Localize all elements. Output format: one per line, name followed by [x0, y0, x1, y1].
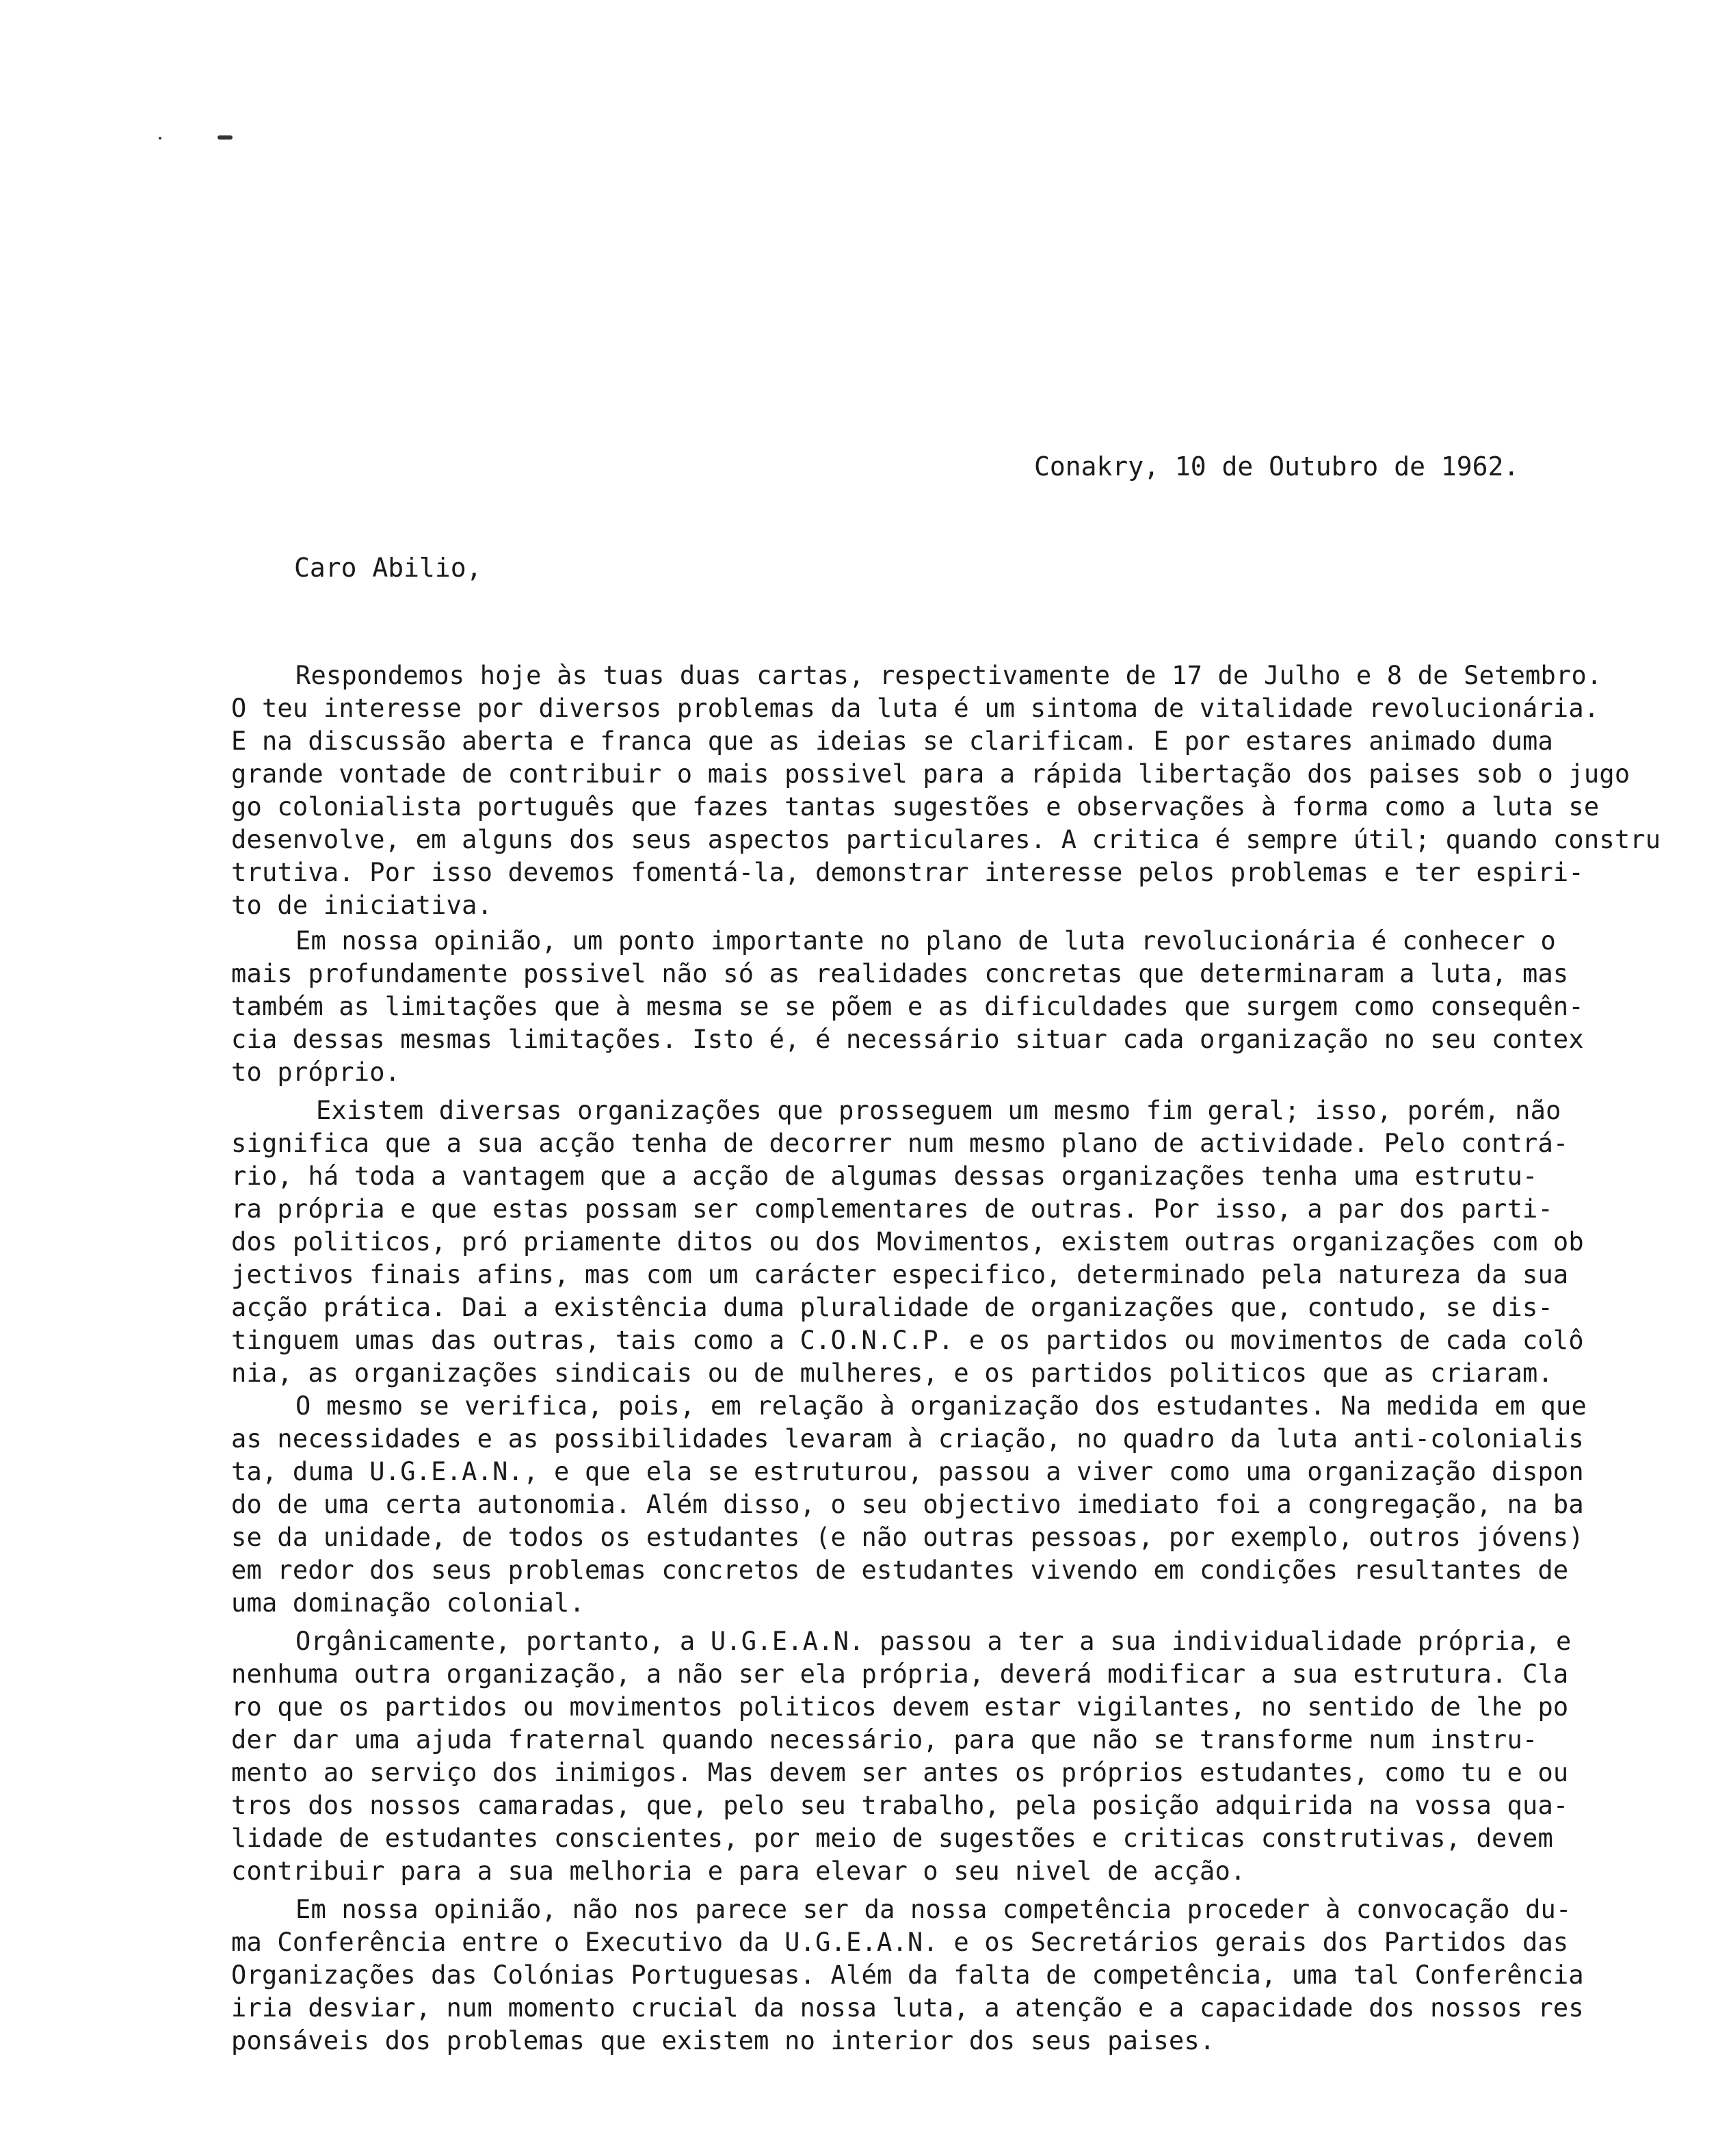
body-line: ro que os partidos ou movimentos politicos devem estar vigilantes, no sentido de lhe po: [231, 1692, 1569, 1722]
body-line: também as limitações que à mesma se se põem e as dificuldades que surgem como consequên-: [231, 992, 1584, 1021]
body-line: nenhuma outra organização, a não ser ela própria, deverá modificar a sua estrutura. Cla: [231, 1659, 1569, 1689]
body-line: E na discussão aberta e franca que as ideias se clarificam. E por estares animado duma: [231, 726, 1553, 756]
body-line: O teu interesse por diversos problemas da luta é um sintoma de vitalidade revolucionária.: [231, 694, 1600, 723]
letter-salutation: Caro Abilio,: [294, 553, 482, 583]
body-line: as necessidades e as possibilidades levaram à criação, no quadro da luta anti-colonialis: [231, 1424, 1584, 1454]
body-line: uma dominação colonial.: [231, 1588, 585, 1618]
body-line: mais profundamente possivel não só as realidades concretas que determinaram a luta, mas: [231, 959, 1569, 988]
body-line: ra própria e que estas possam ser complementares de outras. Por isso, a par dos parti-: [231, 1194, 1553, 1224]
body-line: to de iniciativa.: [231, 891, 493, 920]
body-line: em redor dos seus problemas concretos de estudantes vivendo em condições resultantes de: [231, 1555, 1569, 1585]
body-line: contribuir para a sua melhoria e para elevar o seu nivel de acção.: [231, 1856, 1246, 1886]
ink-mark: [217, 135, 233, 140]
body-line: trutiva. Por isso devemos fomentá-la, demonstrar interesse pelos problemas e ter espiri-: [231, 858, 1584, 887]
body-line: Em nossa opinião, um ponto importante no plano de luta revolucionária é conhecer o: [295, 926, 1557, 956]
body-line: tinguem umas das outras, tais como a C.O.N.C.P. e os partidos ou movimentos de cada colô: [231, 1326, 1584, 1355]
body-line: ponsáveis dos problemas que existem no interior dos seus paises.: [231, 2026, 1215, 2055]
body-line: cia dessas mesmas limitações. Isto é, é necessário situar cada organização no seu contex: [231, 1025, 1584, 1054]
body-line: grande vontade de contribuir o mais possivel para a rápida libertação dos paises sob o jugo: [231, 759, 1630, 789]
body-line: Respondemos hoje às tuas duas cartas, respectivamente de 17 de Julho e 8 de Setembro.: [295, 661, 1602, 690]
body-line: desenvolve, em alguns dos seus aspectos particulares. A critica é sempre útil; quando constru: [231, 825, 1661, 854]
body-line: se da unidade, de todos os estudantes (e não outras pessoas, por exemplo, outros jóvens): [231, 1523, 1584, 1552]
body-line: rio, há toda a vantagem que a acção de algumas dessas organizações tenha uma estrutu-: [231, 1161, 1538, 1191]
body-line: jectivos finais afins, mas com um carácter especifico, determinado pela natureza da sua: [231, 1260, 1569, 1289]
body-line: to próprio.: [231, 1057, 401, 1087]
body-line: tros dos nossos camaradas, que, pelo seu trabalho, pela posição adquirida na vossa qua-: [231, 1791, 1569, 1820]
body-line: Organizações das Colónias Portuguesas. Além da falta de competência, uma tal Conferência: [231, 1960, 1584, 1990]
body-line: O mesmo se verifica, pois, em relação à organização dos estudantes. Na medida em que: [295, 1391, 1587, 1421]
body-line: acção prática. Dai a existência duma pluralidade de organizações que, contudo, se dis-: [231, 1293, 1553, 1322]
body-line: significa que a sua acção tenha de decorrer num mesmo plano de actividade. Pelo contrá-: [231, 1129, 1569, 1158]
body-line: nia, as organizações sindicais ou de mulheres, e os partidos politicos que as criaram.: [231, 1358, 1553, 1388]
body-line: dos politicos, pró priamente ditos ou dos Movimentos, existem outras organizações com ob: [231, 1227, 1584, 1257]
body-line: iria desviar, num momento crucial da nossa luta, a atenção e a capacidade dos nossos res: [231, 1993, 1584, 2023]
letter-date: Conakry, 10 de Outubro de 1962.: [1034, 451, 1520, 482]
body-line: Orgânicamente, portanto, a U.G.E.A.N. passou a ter a sua individualidade própria, e: [295, 1627, 1572, 1656]
body-line: Em nossa opinião, não nos parece ser da nossa competência proceder à convocação du-: [295, 1895, 1572, 1924]
body-line: go colonialista português que fazes tantas sugestões e observações à forma como a luta se: [231, 792, 1600, 821]
body-line: Existem diversas organizações que prosseguem um mesmo fim geral; isso, porém, não: [316, 1096, 1561, 1125]
body-line: mento ao serviço dos inimigos. Mas devem ser antes os próprios estudantes, como tu e ou: [231, 1758, 1569, 1787]
body-line: do de uma certa autonomia. Além disso, o seu objectivo imediato foi a congregação, na ba: [231, 1490, 1584, 1519]
body-line: lidade de estudantes conscientes, por meio de sugestões e criticas construtivas, devem: [231, 1824, 1553, 1853]
ink-mark: [159, 137, 161, 140]
body-line: ta, duma U.G.E.A.N., e que ela se estruturou, passou a viver como uma organização dispon: [231, 1457, 1584, 1486]
body-line: der dar uma ajuda fraternal quando necessário, para que não se transforme num instru-: [231, 1725, 1538, 1754]
body-line: ma Conferência entre o Executivo da U.G.E.A.N. e os Secretários gerais dos Partidos das: [231, 1928, 1569, 1957]
